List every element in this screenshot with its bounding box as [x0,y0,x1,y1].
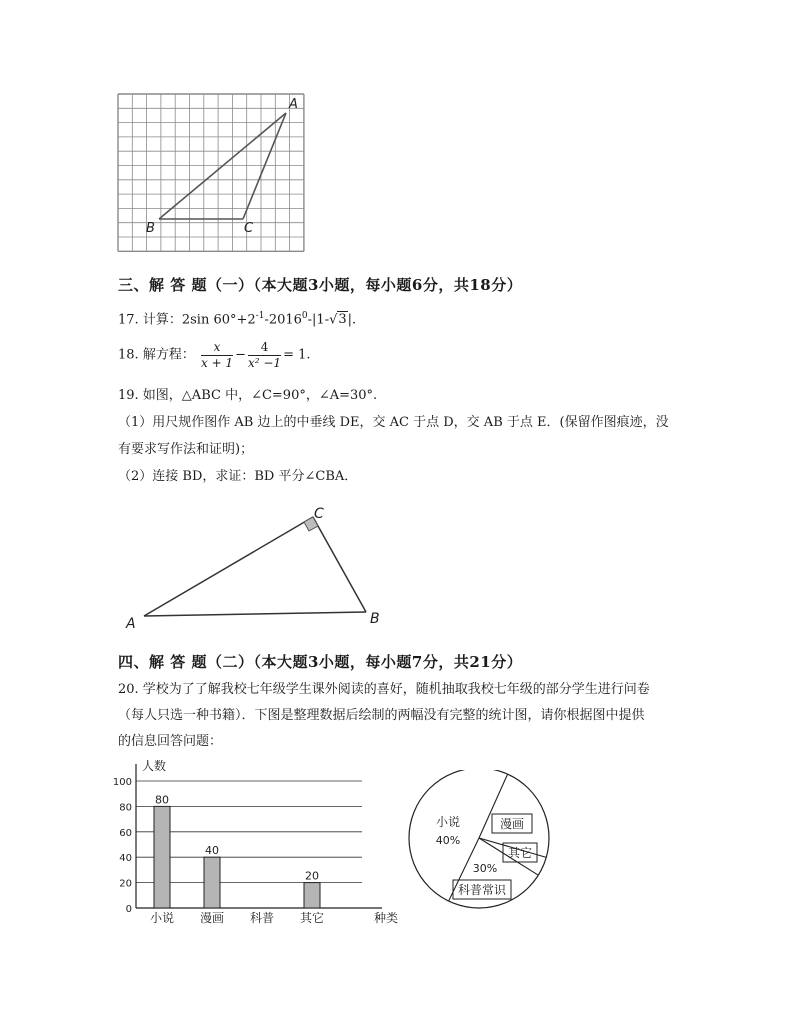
question-19 [118,386,669,487]
x-axis-label: 种类 [373,911,399,925]
point-label-c: C [314,506,324,522]
q20-line2: （每人只选一种书籍）．下图是整理数据后绘制的两幅没有完整的统计图，请你根据图中提供 [118,708,645,723]
question-17: 17. 计算：2sin $60^\circ+2^{-1}-2016^0-|1-√3|$. [118,311,357,328]
pie-slice-label: 其它 [507,846,533,860]
q19-line1: 19. 如图，△ABC 中，∠C=90°，∠A=30°. [118,388,378,403]
y-tick-label: 20 [119,878,132,890]
question-20 [118,680,650,752]
pie-slice-label: 科普常识 [457,883,507,897]
q18-fraction-2 [248,340,281,371]
q17-expr-c: -|1- [307,312,330,328]
y-tick-label: 60 [119,827,132,839]
q17-text: 计算： [142,312,182,328]
q18-text: 解方程： [142,347,195,363]
q17-expr-d: |. [347,312,357,328]
y-tick-label: 0 [125,904,132,915]
point-label-b: B [146,221,155,236]
question-18 [118,340,311,371]
y-axis-label: 人数 [142,759,167,773]
q20-line1: 20. 学校为了了解我校七年级学生课外阅读的喜好，随机抽取我校七年级的部分学生进行问卷 [118,682,650,697]
q17-sup: -1 [255,311,265,321]
pie-chart [400,770,560,920]
q20-line3: 的信息回答问题： [118,734,223,749]
q18-rhs: = 1. [283,347,311,363]
q18-den1: x + 1 [200,356,234,370]
y-tick-label: 100 [112,777,132,788]
bar-value-label: 80 [155,793,169,807]
segment-ab [144,612,366,616]
segment-cb [313,517,366,612]
section-3-title: 三、解 答 题（一）（本大题3小题，每小题6分，共18分） [118,276,523,294]
segment-ac [243,113,286,219]
grid-triangle-figure [110,88,310,263]
bar [304,883,320,908]
q17-sup2: 0 [301,311,308,321]
pie-slice-label: 漫画 [499,817,525,831]
y-tick-label: 40 [119,853,132,865]
q17-root: 3 [338,312,347,328]
q19-part1-a: （1）用尺规作图作 AB 边上的中垂线 DE，交 AC 于点 D，交 AB 于点 E．(保留作图痕迹，没 [118,415,669,430]
point-label-c: C [244,221,254,236]
bar [154,806,170,908]
q18-den2: x² −1 [247,356,282,370]
q18-minus: − [235,347,246,363]
bar-chart [110,756,410,931]
q18-number: 18. [118,347,139,363]
q18-num2: 4 [248,340,281,356]
x-tick-label: 漫画 [199,911,225,925]
q19-part2: （2）连接 BD，求证：BD 平分∠CBA． [118,469,358,484]
segment-ac [144,517,313,616]
bar-value-label: 40 [205,844,219,858]
pie-slice-percent: 40% [435,834,461,847]
segment-ab [159,113,286,219]
q18-num1: x [201,340,233,356]
bar [204,857,220,908]
q17-expr-b: -2016 [264,312,302,328]
x-tick-label: 其它 [299,911,325,925]
bar-value-label: 20 [305,869,319,883]
pie-slice-percent: 30% [472,862,498,875]
point-label-a: A [289,97,298,112]
q17-expr-a: 2sin 60°+2 [181,312,256,328]
pie-slice-label: 小说 [435,815,461,829]
q17-number: 17. [118,312,139,328]
x-tick-label: 科普 [249,911,275,925]
y-tick-label: 80 [119,802,132,814]
right-triangle-figure [120,500,400,640]
q19-part1-b: 有要求写作法和证明)； [118,442,254,457]
x-tick-label: 小说 [149,911,175,925]
q18-fraction-1 [201,340,233,371]
point-label-a: A [126,616,136,632]
point-label-b: B [370,611,380,627]
section-4-title: 四、解 答 题（二）（本大题3小题，每小题7分，共21分） [118,653,523,671]
